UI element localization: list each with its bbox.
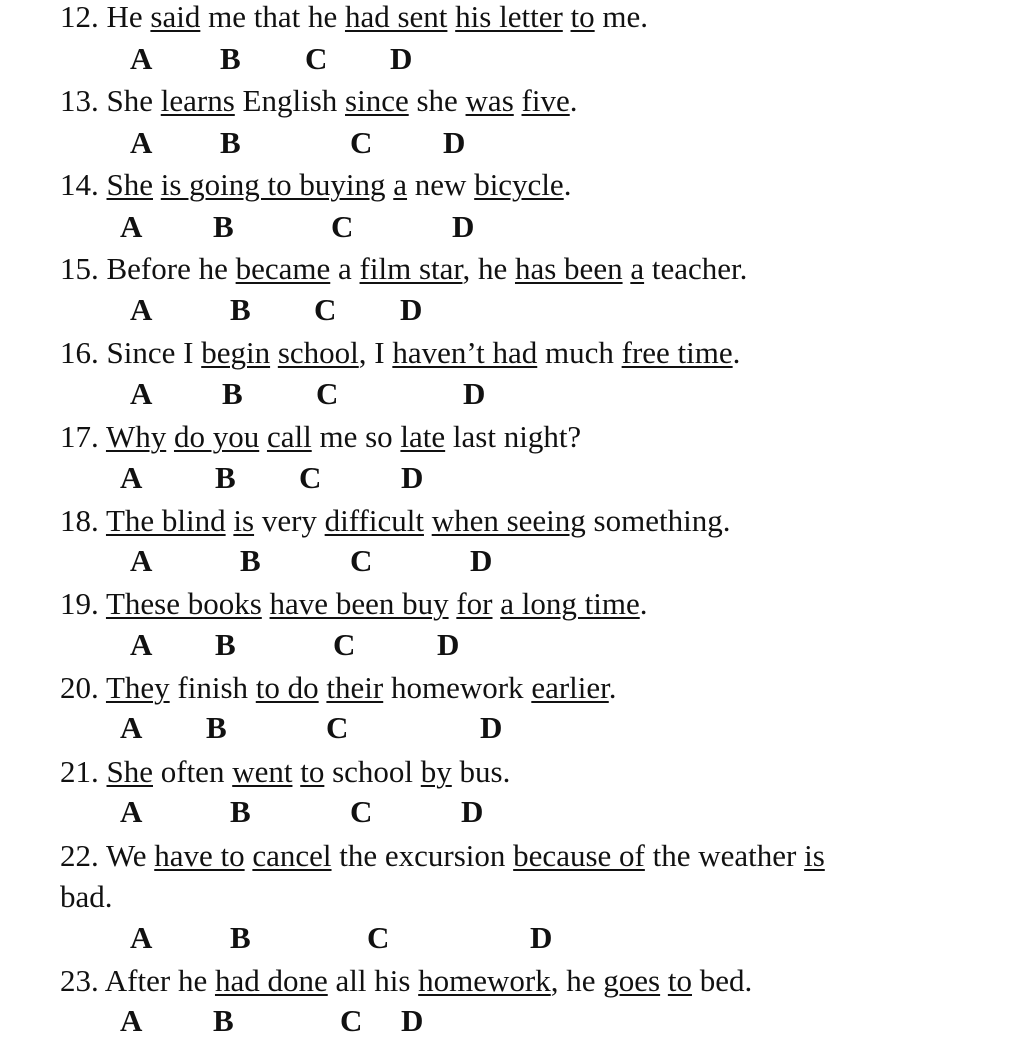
- question-19-sentence: [60, 584, 647, 624]
- option-letter-a: A: [120, 460, 143, 495]
- question-number: 16.: [60, 335, 99, 370]
- question-22-sentence: [60, 836, 825, 876]
- underlined-option-text: She: [106, 167, 153, 202]
- sentence-text: [99, 167, 107, 202]
- option-letter-b: B: [206, 710, 227, 745]
- sentence-text: teacher.: [644, 251, 748, 286]
- option-letter-d: D: [401, 1003, 424, 1038]
- question-16-sentence: [60, 333, 740, 373]
- underlined-option-text: learns: [160, 83, 235, 118]
- option-letter-d: D: [452, 209, 475, 244]
- option-letters-row: [0, 460, 1024, 496]
- underlined-option-text: had sent: [344, 0, 448, 34]
- sentence-text: [166, 419, 174, 454]
- underlined-option-text: is going to buying: [160, 167, 386, 202]
- option-letter-a: A: [130, 41, 153, 76]
- option-letter-c: C: [350, 794, 373, 829]
- underlined-option-text: free time: [621, 335, 733, 370]
- option-letter-c: C: [333, 627, 356, 662]
- sentence-text: me that he: [200, 0, 345, 34]
- sentence-text: .: [732, 335, 741, 370]
- option-letter-a: A: [120, 209, 143, 244]
- question-number: 20.: [60, 670, 99, 705]
- option-letters-row: [0, 627, 1024, 663]
- underlined-option-text: school: [277, 335, 359, 370]
- option-letter-a: A: [120, 710, 143, 745]
- question-number: 21.: [60, 754, 99, 789]
- sentence-text: .: [563, 167, 572, 202]
- underlined-option-text: had done: [214, 963, 328, 998]
- underlined-option-text: have to: [154, 838, 245, 873]
- option-letter-b: B: [220, 41, 241, 76]
- question-21-sentence: [60, 752, 510, 792]
- sentence-text: .: [639, 586, 648, 621]
- sentence-text: [270, 335, 278, 370]
- underlined-option-text: call: [266, 419, 312, 454]
- option-letters-row: [0, 794, 1024, 830]
- sentence-text: all his: [327, 963, 419, 998]
- sentence-continuation: bad.: [60, 879, 113, 914]
- option-letter-b: B: [230, 794, 251, 829]
- underlined-option-text: cancel: [252, 838, 332, 873]
- sentence-text: [99, 503, 106, 538]
- underlined-option-text: have been buy: [269, 586, 449, 621]
- sentence-text: After he: [98, 963, 215, 998]
- sentence-text: often: [153, 754, 233, 789]
- option-letter-a: A: [120, 794, 143, 829]
- option-letter-d: D: [390, 41, 413, 76]
- underlined-option-text: has been: [514, 251, 623, 286]
- option-letter-c: C: [350, 125, 373, 160]
- sentence-text: [99, 670, 106, 705]
- underlined-option-text: their: [326, 670, 384, 705]
- option-letter-d: D: [400, 292, 423, 327]
- sentence-text: [153, 167, 161, 202]
- sentence-text: bus.: [451, 754, 511, 789]
- option-letter-b: B: [215, 627, 236, 662]
- underlined-option-text: because of: [513, 838, 645, 873]
- sentence-text: finish: [169, 670, 256, 705]
- question-12-sentence: [60, 0, 648, 37]
- underlined-option-text: said: [150, 0, 201, 34]
- option-letter-b: B: [222, 376, 243, 411]
- underlined-option-text: to: [300, 754, 325, 789]
- underlined-option-text: since: [345, 83, 409, 118]
- sentence-text: something.: [585, 503, 731, 538]
- option-letter-b: B: [215, 460, 236, 495]
- sentence-text: new: [407, 167, 475, 202]
- underlined-option-text: bicycle: [474, 167, 564, 202]
- option-letters-row: [0, 125, 1024, 161]
- sentence-text: [259, 419, 267, 454]
- question-number: 13.: [60, 83, 99, 118]
- question-17-sentence: [60, 417, 581, 457]
- sentence-text: school: [324, 754, 421, 789]
- option-letter-d: D: [463, 376, 486, 411]
- underlined-option-text: by: [420, 754, 452, 789]
- option-letters-row: [0, 1003, 1024, 1039]
- option-letters-row: [0, 543, 1024, 579]
- underlined-option-text: earlier: [531, 670, 609, 705]
- underlined-option-text: is: [804, 838, 825, 873]
- sentence-text: [424, 503, 432, 538]
- option-letter-c: C: [340, 1003, 363, 1038]
- underlined-option-text: These books: [105, 586, 262, 621]
- sentence-text: bed.: [691, 963, 753, 998]
- question-number: 15.: [60, 251, 99, 286]
- question-number: 23.: [60, 963, 99, 998]
- sentence-text: .: [569, 83, 578, 118]
- underlined-option-text: They: [105, 670, 170, 705]
- question-23-sentence: [60, 961, 752, 1001]
- option-letter-c: C: [326, 710, 349, 745]
- sentence-text: the excursion: [331, 838, 514, 873]
- option-letters-row: [0, 710, 1024, 746]
- option-letter-d: D: [530, 920, 553, 955]
- underlined-option-text: is: [233, 503, 255, 538]
- sentence-text: .: [608, 670, 617, 705]
- underlined-option-text: do you: [173, 419, 260, 454]
- underlined-option-text: begin: [201, 335, 271, 370]
- underlined-option-text: late: [400, 419, 446, 454]
- option-letter-d: D: [470, 543, 493, 578]
- option-letter-a: A: [130, 292, 153, 327]
- question-number: 22.: [60, 838, 99, 873]
- underlined-option-text: Why: [105, 419, 167, 454]
- option-letter-c: C: [367, 920, 390, 955]
- option-letter-b: B: [220, 125, 241, 160]
- underlined-option-text: five: [521, 83, 570, 118]
- option-letter-a: A: [130, 920, 153, 955]
- option-letters-row: [0, 376, 1024, 412]
- option-letter-d: D: [443, 125, 466, 160]
- underlined-option-text: difficult: [324, 503, 424, 538]
- sentence-text: a: [330, 251, 360, 286]
- option-letter-d: D: [461, 794, 484, 829]
- option-letter-a: A: [130, 627, 153, 662]
- sentence-text: Before he: [98, 251, 236, 286]
- option-letter-c: C: [305, 41, 328, 76]
- option-letter-c: C: [316, 376, 339, 411]
- sentence-text: last night?: [445, 419, 582, 454]
- sentence-text: [660, 963, 668, 998]
- sentence-text: the weather: [644, 838, 805, 873]
- option-letters-row: [0, 209, 1024, 245]
- question-15-sentence: [60, 249, 747, 289]
- sentence-text: He: [98, 0, 151, 34]
- underlined-option-text: a: [393, 167, 408, 202]
- option-letters-row: [0, 292, 1024, 328]
- question-number: 18.: [60, 503, 99, 538]
- option-letter-c: C: [314, 292, 337, 327]
- underlined-option-text: The blind: [105, 503, 226, 538]
- option-letter-b: B: [230, 920, 251, 955]
- sentence-text: much: [537, 335, 622, 370]
- option-letter-a: A: [130, 125, 153, 160]
- underlined-option-text: homework: [418, 963, 551, 998]
- underlined-option-text: goes: [603, 963, 661, 998]
- sentence-text: , he: [550, 963, 604, 998]
- sentence-text: [447, 0, 455, 34]
- underlined-option-text: became: [235, 251, 331, 286]
- option-letter-c: C: [331, 209, 354, 244]
- sentence-text: [514, 83, 522, 118]
- sentence-text: [99, 754, 107, 789]
- question-13-sentence: [60, 81, 577, 121]
- question-number: 17.: [60, 419, 99, 454]
- sentence-text: [99, 419, 106, 454]
- sentence-text: She: [98, 83, 161, 118]
- option-letter-c: C: [350, 543, 373, 578]
- underlined-option-text: a long time: [500, 586, 640, 621]
- underlined-option-text: his letter: [455, 0, 563, 34]
- underlined-option-text: She: [106, 754, 153, 789]
- sentence-text: We: [98, 838, 155, 873]
- option-letter-d: D: [480, 710, 503, 745]
- underlined-option-text: was: [465, 83, 514, 118]
- option-letter-a: A: [120, 1003, 143, 1038]
- underlined-option-text: film star: [359, 251, 463, 286]
- underlined-option-text: for: [456, 586, 493, 621]
- underlined-option-text: haven’t had: [392, 335, 538, 370]
- option-letter-b: B: [213, 209, 234, 244]
- sentence-text: me so: [311, 419, 401, 454]
- question-number: 19.: [60, 586, 99, 621]
- option-letter-d: D: [401, 460, 424, 495]
- option-letter-b: B: [230, 292, 251, 327]
- sentence-text: Since I: [98, 335, 202, 370]
- question-number: 12.: [60, 0, 99, 34]
- question-number: 14.: [60, 167, 99, 202]
- question-20-sentence: [60, 668, 617, 708]
- option-letter-d: D: [437, 627, 460, 662]
- underlined-option-text: went: [232, 754, 293, 789]
- option-letter-b: B: [240, 543, 261, 578]
- underlined-option-text: to do: [255, 670, 319, 705]
- option-letters-row: [0, 41, 1024, 77]
- sentence-text: she: [408, 83, 466, 118]
- option-letter-b: B: [213, 1003, 234, 1038]
- sentence-text: [563, 0, 571, 34]
- option-letter-a: A: [130, 543, 153, 578]
- question-14-sentence: [60, 165, 571, 205]
- underlined-option-text: a: [630, 251, 645, 286]
- sentence-text: English: [234, 83, 346, 118]
- sentence-text: me.: [594, 0, 649, 34]
- question-18-sentence: [60, 501, 730, 541]
- underlined-option-text: to: [667, 963, 692, 998]
- option-letter-a: A: [130, 376, 153, 411]
- sentence-text: , he: [462, 251, 515, 286]
- option-letters-row: [0, 920, 1024, 956]
- sentence-text: very: [254, 503, 325, 538]
- option-letter-c: C: [299, 460, 322, 495]
- underlined-option-text: when seeing: [431, 503, 586, 538]
- sentence-text: , I: [358, 335, 393, 370]
- sentence-text: [262, 586, 270, 621]
- sentence-text: [99, 586, 106, 621]
- underlined-option-text: to: [570, 0, 595, 34]
- sentence-text: homework: [383, 670, 532, 705]
